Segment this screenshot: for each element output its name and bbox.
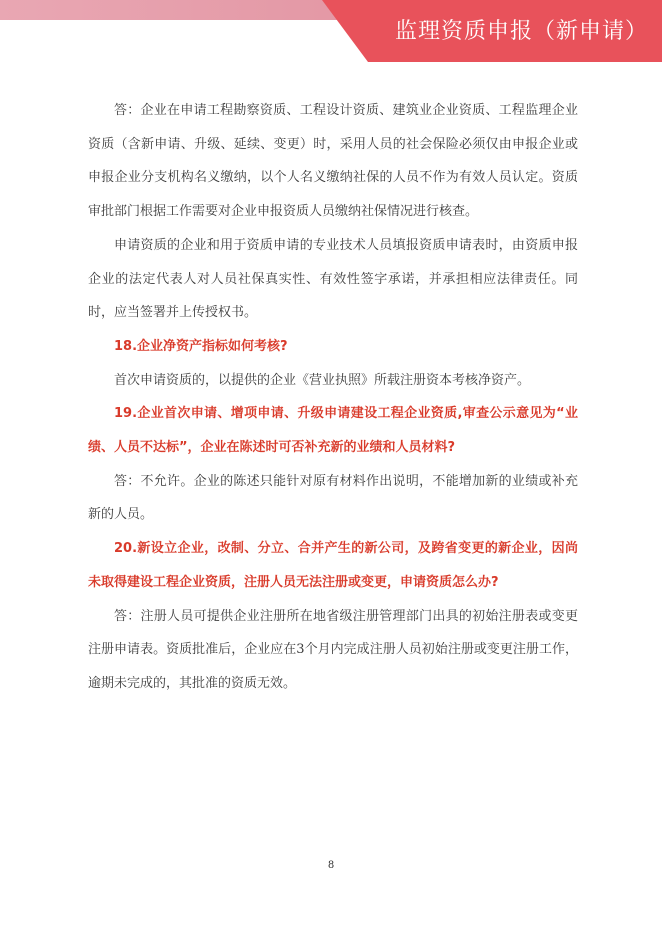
answer-paragraph: 首次申请资质的，以提供的企业《营业执照》所载注册资本考核净资产。 — [114, 372, 531, 388]
question-heading: 19.企业首次申请、增项申请、升级申请建设工程企业资质,审查公示意见为“业绩、人员不达标”，企业在陈述时可否补充新的业绩和人员材料? — [88, 406, 578, 456]
answer-paragraph: 申请资质的企业和用于资质申请的专业技术人员填报资质申请表时，由资质申报企业的法定代表人对人员社保真实性、有效性签字承诺，并承担相应法律责任。同时，应当签署并上传授权书。 — [88, 237, 578, 321]
question-heading: 20.新设立企业，改制、分立、合并产生的新公司，及跨省变更的新企业，因尚未取得建设工程企业资质，注册人员无法注册或变更，申请资质怎么办? — [88, 541, 578, 590]
page-number: 8 — [327, 860, 335, 871]
header-banner — [0, 0, 662, 62]
answer-paragraph: 答：企业在申请工程勘察资质、工程设计资质、建筑业企业资质、工程监理企业资质（含新申请、升级、延续、变更）时，采用人员的社会保险必须仅由申报企业或申报企业分支机构名义缴纳，以个人名义缴纳社保的人员不作为有效人员认定。资质审批部门根据工作需要对企业申报资质人员缴纳社保情况进行核查。 — [88, 103, 578, 220]
answer-paragraph: 答：不允许。企业的陈述只能针对原有材料作出说明，不能增加新的业绩或补充新的人员。 — [88, 473, 578, 523]
page-title: 监理资质申报（新申请） — [394, 19, 648, 44]
question-heading: 18.企业净资产指标如何考核? — [114, 338, 288, 354]
answer-paragraph: 答：注册人员可提供企业注册所在地省级注册管理部门出具的初始注册表或变更注册申请表。资质批准后，企业应在3个月内完成注册人员初始注册或变更注册工作，逾期未完成的，其批准的资质无效。 — [88, 608, 578, 691]
document-body — [88, 94, 578, 701]
